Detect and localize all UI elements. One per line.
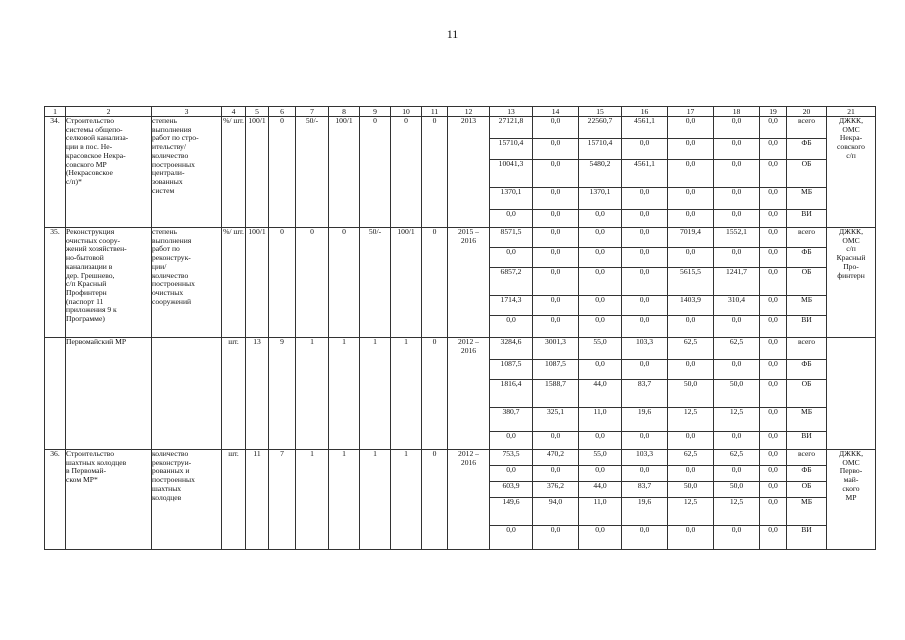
- target-value: 0: [329, 228, 360, 338]
- funding-value: 1241,7: [714, 268, 760, 296]
- funding-source: ФБ: [787, 248, 827, 268]
- funding-value: 0,0: [490, 466, 533, 482]
- funding-value: 103,3: [622, 338, 668, 360]
- funding-value: 0,0: [668, 117, 714, 139]
- funding-value: 4561,1: [622, 117, 668, 139]
- funding-source: МБ: [787, 408, 827, 432]
- column-header: 5: [246, 107, 269, 117]
- funding-value: 1403,9: [668, 296, 714, 316]
- column-header: 7: [296, 107, 329, 117]
- funding-value: 5480,2: [579, 160, 622, 188]
- funding-value: 50,0: [714, 482, 760, 498]
- target-value: 0: [296, 228, 329, 338]
- funding-value: 62,5: [714, 450, 760, 466]
- funding-value: 0,0: [490, 432, 533, 450]
- funding-value: 0,0: [668, 432, 714, 450]
- indicator-name: количество реконструи- рованных и построенных шахтных колодцев: [152, 450, 222, 550]
- target-value: 0: [422, 338, 448, 450]
- event-name: Реконструкция очистных соору- жений хозяйствен- но-бытовой канализации в дер. Грешнево, с/п Красный Профинтерн (паспорт 11 приложения 9 к Программе): [66, 228, 152, 338]
- funding-value: 0,0: [533, 139, 579, 160]
- funding-value: 3284,6: [490, 338, 533, 360]
- target-value: 9: [269, 338, 296, 450]
- target-value: 1: [329, 450, 360, 550]
- funding-source: ОБ: [787, 268, 827, 296]
- period: 2013: [448, 117, 490, 228]
- funding-value: 3001,3: [533, 338, 579, 360]
- funding-value: 0,0: [490, 248, 533, 268]
- funding-value: 15710,4: [579, 139, 622, 160]
- target-value: 7: [269, 450, 296, 550]
- indicator-name: степень выполнения работ по реконструк- ции/ количество построенных очистных сооружений: [152, 228, 222, 338]
- column-header: 21: [827, 107, 876, 117]
- target-value: 50/-: [296, 117, 329, 228]
- funding-value: 0,0: [490, 526, 533, 550]
- target-value: 100/1: [391, 228, 422, 338]
- funding-value: 11,0: [579, 498, 622, 526]
- column-header: 11: [422, 107, 448, 117]
- funding-value: 0,0: [760, 498, 787, 526]
- funding-source: ВИ: [787, 432, 827, 450]
- funding-value: 0,0: [622, 188, 668, 210]
- funding-value: 0,0: [622, 139, 668, 160]
- funding-value: 0,0: [760, 360, 787, 380]
- funding-value: 0,0: [622, 228, 668, 248]
- column-header: 19: [760, 107, 787, 117]
- funding-value: 0,0: [714, 526, 760, 550]
- funding-source: ОБ: [787, 482, 827, 498]
- funding-value: 55,0: [579, 450, 622, 466]
- target-value: 0: [422, 450, 448, 550]
- column-header: 1: [45, 107, 66, 117]
- target-value: 0: [269, 228, 296, 338]
- target-value: 50/-: [360, 228, 391, 338]
- funding-value: 50,0: [668, 380, 714, 408]
- period: 2012 – 2016: [448, 338, 490, 450]
- funding-value: 0,0: [760, 432, 787, 450]
- funding-value: 0,0: [579, 526, 622, 550]
- funding-value: 12,5: [668, 498, 714, 526]
- funding-value: 0,0: [760, 117, 787, 139]
- unit: %/ шт.: [222, 117, 246, 228]
- funding-value: 0,0: [533, 210, 579, 228]
- funding-value: 0,0: [579, 316, 622, 338]
- funding-value: 0,0: [668, 210, 714, 228]
- funding-value: 0,0: [533, 466, 579, 482]
- funding-value: 0,0: [533, 117, 579, 139]
- funding-value: 0,0: [533, 316, 579, 338]
- target-value: 1: [391, 450, 422, 550]
- funding-value: 0,0: [668, 360, 714, 380]
- funding-value: 6857,2: [490, 268, 533, 296]
- funding-value: 0,0: [760, 188, 787, 210]
- unit: шт.: [222, 338, 246, 450]
- funding-value: 0,0: [714, 188, 760, 210]
- funding-value: 1714,3: [490, 296, 533, 316]
- funding-source: ВИ: [787, 316, 827, 338]
- funding-value: 1370,1: [579, 188, 622, 210]
- funding-value: 0,0: [533, 296, 579, 316]
- column-header: 4: [222, 107, 246, 117]
- target-value: 1: [329, 338, 360, 450]
- funding-source: МБ: [787, 188, 827, 210]
- funding-value: 0,0: [760, 316, 787, 338]
- table-header-row: [45, 107, 876, 117]
- column-header: 13: [490, 107, 533, 117]
- funding-value: 0,0: [714, 316, 760, 338]
- funding-value: 0,0: [668, 160, 714, 188]
- column-header: 18: [714, 107, 760, 117]
- funding-value: 0,0: [622, 432, 668, 450]
- funding-value: 83,7: [622, 482, 668, 498]
- column-header: 20: [787, 107, 827, 117]
- funding-value: 15710,4: [490, 139, 533, 160]
- target-value: 13: [246, 338, 269, 450]
- funding-value: 0,0: [622, 296, 668, 316]
- funding-value: 0,0: [579, 228, 622, 248]
- funding-source: ОБ: [787, 160, 827, 188]
- target-value: 1: [296, 450, 329, 550]
- funding-value: 0,0: [760, 296, 787, 316]
- funding-value: 0,0: [760, 139, 787, 160]
- target-value: 1: [360, 450, 391, 550]
- program-table: [44, 106, 876, 550]
- funding-source: ВИ: [787, 526, 827, 550]
- funding-value: 22560,7: [579, 117, 622, 139]
- target-value: 1: [360, 338, 391, 450]
- funding-value: 380,7: [490, 408, 533, 432]
- funding-value: 19,6: [622, 498, 668, 526]
- row-number: 35.: [45, 228, 66, 338]
- funding-value: 0,0: [760, 210, 787, 228]
- funding-source: МБ: [787, 498, 827, 526]
- unit: %/ шт.: [222, 228, 246, 338]
- row-number: 36.: [45, 450, 66, 550]
- column-header: 3: [152, 107, 222, 117]
- funding-value: 310,4: [714, 296, 760, 316]
- target-value: 0: [360, 117, 391, 228]
- funding-value: 0,0: [579, 210, 622, 228]
- event-name: Строительство системы общепо- селковой канализа- ции в пос. Не- красовское Некра- совского МР (Некрасовское с/п)*: [66, 117, 152, 228]
- funding-value: 0,0: [714, 466, 760, 482]
- funding-value: 44,0: [579, 380, 622, 408]
- column-header: 14: [533, 107, 579, 117]
- funding-value: 0,0: [622, 248, 668, 268]
- funding-value: 1588,7: [533, 380, 579, 408]
- column-header: 2: [66, 107, 152, 117]
- funding-value: 0,0: [668, 526, 714, 550]
- funding-value: 0,0: [760, 380, 787, 408]
- target-value: 100/1: [246, 117, 269, 228]
- target-value: 0: [269, 117, 296, 228]
- funding-value: 325,1: [533, 408, 579, 432]
- funding-value: 0,0: [714, 139, 760, 160]
- funding-source: всего: [787, 117, 827, 139]
- funding-value: 753,5: [490, 450, 533, 466]
- column-header: 8: [329, 107, 360, 117]
- funding-value: 8571,5: [490, 228, 533, 248]
- responsible: ДЖКК, ОМС Перво- май- ского МР: [827, 450, 876, 550]
- funding-value: 12,5: [714, 408, 760, 432]
- responsible: ДЖКК, ОМС Некра- совского с/п: [827, 117, 876, 228]
- funding-value: 0,0: [579, 268, 622, 296]
- funding-value: 0,0: [714, 360, 760, 380]
- funding-value: 0,0: [714, 432, 760, 450]
- funding-value: 0,0: [760, 482, 787, 498]
- funding-value: 0,0: [533, 526, 579, 550]
- funding-source: всего: [787, 338, 827, 360]
- funding-value: 0,0: [533, 188, 579, 210]
- funding-value: 0,0: [622, 360, 668, 380]
- funding-value: 62,5: [714, 338, 760, 360]
- responsible: ДЖКК, ОМС с/п Красный Про- финтерн: [827, 228, 876, 338]
- funding-value: 0,0: [622, 466, 668, 482]
- column-header: 17: [668, 107, 714, 117]
- funding-source: ВИ: [787, 210, 827, 228]
- funding-value: 7019,4: [668, 228, 714, 248]
- funding-value: 0,0: [760, 228, 787, 248]
- row-number: [45, 338, 66, 450]
- funding-value: 0,0: [760, 338, 787, 360]
- funding-value: 0,0: [714, 117, 760, 139]
- column-header: 10: [391, 107, 422, 117]
- column-header: 15: [579, 107, 622, 117]
- funding-value: 0,0: [760, 466, 787, 482]
- funding-value: 0,0: [533, 228, 579, 248]
- target-value: 0: [391, 117, 422, 228]
- funding-value: 10041,3: [490, 160, 533, 188]
- funding-value: 0,0: [622, 210, 668, 228]
- funding-value: 0,0: [533, 432, 579, 450]
- funding-value: 0,0: [760, 268, 787, 296]
- funding-value: 0,0: [622, 526, 668, 550]
- funding-value: 50,0: [714, 380, 760, 408]
- funding-value: 0,0: [714, 248, 760, 268]
- funding-value: 44,0: [579, 482, 622, 498]
- funding-value: 50,0: [668, 482, 714, 498]
- column-header: 6: [269, 107, 296, 117]
- funding-value: 12,5: [714, 498, 760, 526]
- funding-value: 62,5: [668, 338, 714, 360]
- funding-value: 0,0: [533, 160, 579, 188]
- unit: шт.: [222, 450, 246, 550]
- funding-value: 0,0: [668, 188, 714, 210]
- funding-source: ФБ: [787, 466, 827, 482]
- table-row: [45, 450, 876, 466]
- event-name: Строительство шахтных колодцев в Первомай- ском МР*: [66, 450, 152, 550]
- event-name: Первомайский МР: [66, 338, 152, 450]
- target-value: 0: [422, 117, 448, 228]
- funding-value: 0,0: [714, 210, 760, 228]
- responsible: [827, 338, 876, 450]
- table-row: [45, 338, 876, 360]
- funding-source: МБ: [787, 296, 827, 316]
- funding-value: 1552,1: [714, 228, 760, 248]
- funding-value: 55,0: [579, 338, 622, 360]
- funding-source: всего: [787, 228, 827, 248]
- funding-value: 0,0: [668, 466, 714, 482]
- funding-value: 0,0: [579, 432, 622, 450]
- funding-value: 0,0: [668, 316, 714, 338]
- funding-value: 0,0: [579, 360, 622, 380]
- funding-value: 19,6: [622, 408, 668, 432]
- target-value: 1: [296, 338, 329, 450]
- funding-value: 1087,5: [490, 360, 533, 380]
- funding-value: 0,0: [490, 210, 533, 228]
- funding-value: 0,0: [622, 268, 668, 296]
- target-value: 100/1: [329, 117, 360, 228]
- target-value: 100/1: [246, 228, 269, 338]
- column-header: 9: [360, 107, 391, 117]
- funding-value: 0,0: [668, 248, 714, 268]
- funding-value: 0,0: [533, 268, 579, 296]
- funding-value: 376,2: [533, 482, 579, 498]
- funding-value: 11,0: [579, 408, 622, 432]
- funding-value: 0,0: [760, 248, 787, 268]
- funding-source: ФБ: [787, 360, 827, 380]
- row-number: 34.: [45, 117, 66, 228]
- period: 2015 – 2016: [448, 228, 490, 338]
- funding-source: ОБ: [787, 380, 827, 408]
- funding-value: 0,0: [760, 526, 787, 550]
- funding-value: 12,5: [668, 408, 714, 432]
- funding-value: 0,0: [622, 316, 668, 338]
- funding-source: ФБ: [787, 139, 827, 160]
- funding-value: 0,0: [490, 316, 533, 338]
- column-header: 12: [448, 107, 490, 117]
- funding-value: 1087,5: [533, 360, 579, 380]
- indicator-name: [152, 338, 222, 450]
- funding-value: 0,0: [579, 466, 622, 482]
- funding-value: 0,0: [760, 450, 787, 466]
- funding-value: 0,0: [714, 160, 760, 188]
- period: 2012 – 2016: [448, 450, 490, 550]
- funding-value: 0,0: [579, 248, 622, 268]
- table-row: [45, 228, 876, 248]
- funding-value: 149,6: [490, 498, 533, 526]
- funding-value: 27121,8: [490, 117, 533, 139]
- column-header: 16: [622, 107, 668, 117]
- indicator-name: степень выполнения работ по стро- ительству/ количество построенных централи- зованных систем: [152, 117, 222, 228]
- funding-value: 0,0: [579, 296, 622, 316]
- funding-value: 103,3: [622, 450, 668, 466]
- funding-value: 62,5: [668, 450, 714, 466]
- page-number: 11: [446, 27, 459, 41]
- target-value: 11: [246, 450, 269, 550]
- funding-value: 0,0: [668, 139, 714, 160]
- funding-value: 0,0: [533, 248, 579, 268]
- funding-value: 1816,4: [490, 380, 533, 408]
- target-value: 1: [391, 338, 422, 450]
- target-value: 0: [422, 228, 448, 338]
- funding-value: 470,2: [533, 450, 579, 466]
- funding-value: 0,0: [760, 160, 787, 188]
- table-row: [45, 117, 876, 139]
- funding-source: всего: [787, 450, 827, 466]
- funding-value: 1370,1: [490, 188, 533, 210]
- funding-value: 603,9: [490, 482, 533, 498]
- funding-value: 0,0: [760, 408, 787, 432]
- funding-value: 4561,1: [622, 160, 668, 188]
- funding-value: 94,0: [533, 498, 579, 526]
- funding-value: 83,7: [622, 380, 668, 408]
- funding-value: 5615,5: [668, 268, 714, 296]
